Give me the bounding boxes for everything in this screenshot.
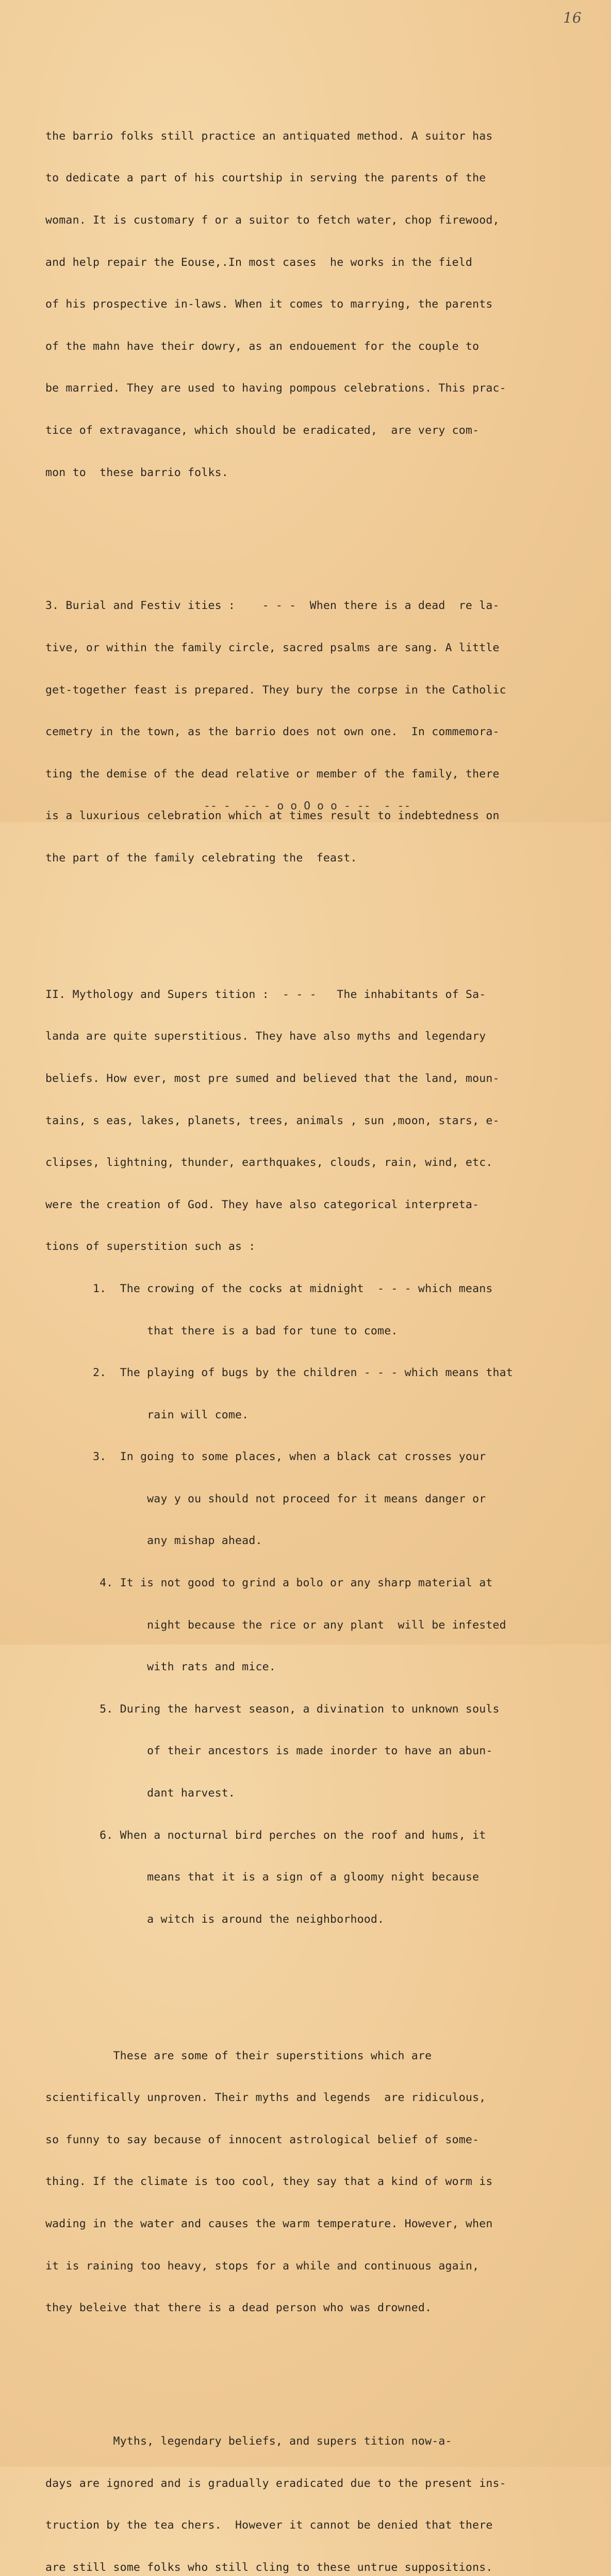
text-line: get-together feast is prepared. They bury the corpse in the Catholic — [45, 683, 506, 697]
text-line: clipses, lightning, thunder, earthquakes, clouds, rain, wind, etc. — [45, 1156, 493, 1170]
text-line: days are ignored and is gradually eradicated due to the present ins- — [45, 2477, 506, 2490]
text-line: to dedicate a part of his courtship in serving the parents of the — [45, 172, 486, 185]
text-line: the barrio folks still practice an antiquated method. A suitor has — [45, 129, 493, 143]
text-line: of his prospective in-laws. When it comes to marrying, the parents — [45, 298, 493, 311]
list-item: way y ou should not proceed for it means danger or — [45, 1492, 486, 1505]
text-line: it is raining too heavy, stops for a while and continuous again, — [45, 2259, 480, 2273]
list-item: with rats and mice. — [45, 1660, 276, 1674]
list-item: 6. When a nocturnal bird perches on the roof and hums, it — [45, 1828, 486, 1842]
list-item: any mishap ahead. — [45, 1534, 262, 1548]
list-item: rain will come. — [45, 1408, 249, 1421]
paragraph-courtship — [45, 101, 592, 507]
paragraph-gap — [45, 2371, 592, 2378]
text-line: tice of extravagance, which should be eradicated, are very com- — [45, 423, 480, 437]
paragraph-gap — [45, 1982, 592, 1993]
document-body — [45, 73, 592, 2576]
paragraph-gap — [45, 536, 592, 543]
text-line: tive, or within the family circle, sacred psalms are sang. A little — [45, 641, 500, 654]
list-item: 1. The crowing of the cocks at midnight - - - which means — [45, 1282, 493, 1295]
text-line: cemetry in the town, as the barrio does not own one. In commemora- — [45, 725, 500, 739]
list-item: a witch is around the neighborhood. — [45, 1912, 385, 1926]
list-item: of their ancestors is made inorder to have an abun- — [45, 1744, 493, 1758]
list-item: 3. In going to some places, when a black cat crosses your — [45, 1450, 486, 1464]
text-line: and help repair the Eouse,.In most cases he works in the field — [45, 256, 473, 269]
text-line: beliefs. How ever, most pre sumed and believed that the land, moun- — [45, 1072, 500, 1085]
text-line: were the creation of God. They have also categorical interpreta- — [45, 1198, 480, 1211]
text-line: Myths, legendary beliefs, and supers tition now-a- — [45, 2435, 452, 2448]
text-line: ting the demise of the dead relative or member of the family, there — [45, 767, 500, 781]
list-item: dant harvest. — [45, 1787, 236, 1800]
text-line: II. Mythology and Supers tition : - - - The inhabitants of Sa- — [45, 988, 486, 1001]
text-line: These are some of their superstitions which are — [45, 2049, 432, 2062]
text-line: of the mahn have their dowry, as an endouement for the couple to — [45, 340, 480, 353]
text-line: 3. Burial and Festiv ities : - - - When there is a dead re la- — [45, 599, 500, 613]
list-item: that there is a bad for tune to come. — [45, 1324, 398, 1337]
text-line: tains, s eas, lakes, planets, trees, animals , sun ,moon, stars, e- — [45, 1114, 500, 1127]
text-line: woman. It is customary f or a suitor to fetch water, chop firewood, — [45, 214, 500, 227]
text-line: they beleive that there is a dead person who was drowned. — [45, 2301, 432, 2315]
text-line: be married. They are used to having pompous celebrations. This prac- — [45, 382, 506, 395]
footer-rule: -- - -- - o o O o o - -- - -- — [204, 800, 411, 812]
list-item: 5. During the harvest season, a divination to unknown souls — [45, 1702, 500, 1716]
text-line: so funny to say because of innocent astrological belief of some- — [45, 2133, 480, 2146]
text-line: tions of superstition such as : — [45, 1240, 256, 1253]
list-item: night because the rice or any plant will be infested — [45, 1618, 506, 1632]
text-line: wading in the water and causes the warm temperature. However, when — [45, 2217, 493, 2230]
paragraph-mythology-superstition — [45, 959, 592, 1954]
text-line: landa are quite superstitious. They have also myths and legendary — [45, 1030, 486, 1043]
list-item: 2. The playing of bugs by the children - - - which means that — [45, 1366, 513, 1380]
text-line: thing. If the climate is too cool, they say that a kind of worm is — [45, 2175, 493, 2189]
text-line: scientifically unproven. Their myths and legends are ridiculous, — [45, 2091, 486, 2105]
text-line: mon to these barrio folks. — [45, 466, 228, 479]
text-line: are still some folks who still cling to these untrue suppositions. — [45, 2561, 493, 2574]
text-line: truction by the tea chers. However it cannot be denied that there — [45, 2519, 493, 2532]
list-item: 4. It is not good to grind a bolo or any sharp material at — [45, 1577, 493, 1590]
paragraph-superstitions-unproven — [45, 2021, 592, 2343]
text-line: is a luxurious celebration which at times result to indebtedness on — [45, 809, 500, 823]
page-number: 16 — [563, 9, 582, 26]
list-item: means that it is a sign of a gloomy night because — [45, 1871, 480, 1884]
text-line: the part of the family celebrating the feast. — [45, 851, 357, 865]
paragraph-burial-festivities — [45, 571, 592, 893]
paragraph-myths-ignored — [45, 2406, 592, 2576]
paragraph-gap — [45, 921, 592, 931]
